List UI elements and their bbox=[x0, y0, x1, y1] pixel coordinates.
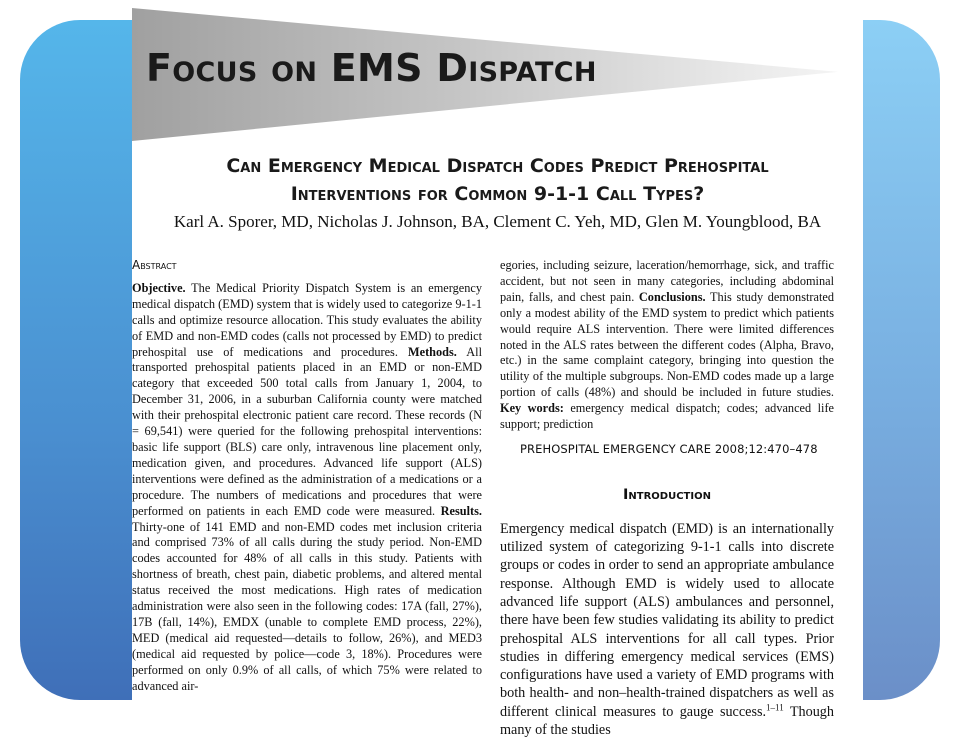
introduction-body bbox=[500, 520, 834, 739]
abstract-left-column bbox=[132, 258, 482, 694]
introduction-text: Emergency medical dispatch (EMD) is an internationally utilized system of categorizing 9-1-1 calls into discrete groups or codes in order to send an appropriate ambulance response. Although EMD is widely used to allocate advanced life support (ALS) ambulances and personnel, there have been few studies validating its ability to predict prehospital ALS interventions for all call types. Prior studies in differing emergency medical services (EMS) configurations have used a variety of EMD programs with both health- and non–health-trained dispatchers as well as different clinical measures to gauge success. bbox=[500, 520, 834, 720]
introduction-text-tail: Though many of the studies bbox=[500, 703, 834, 739]
results-label: Results. bbox=[440, 503, 482, 518]
author-list: Karl A. Sporer, MD, Nicholas J. Johnson, BA, Clement C. Yeh, MD, Glen M. Youngblood, BA bbox=[173, 212, 822, 231]
abstract-heading: Abstract bbox=[132, 258, 177, 272]
methods-text: All transported prehospital patients placed in an EMD or non-EMD category that exceeded 500 total calls from January 1, 2004, to December 31, 2006, in a suburban California county were matched with their prehospital electronic patient care record. These records (N = 69,541) were queried for the following prehospital interventions: basic life support (BLS) care only, intravenous line placement only, medication given, and procedures. Advanced life support (ALS) interventions were defined as the administration of a medications or a procedure. The numbers of medications and procedures that were performed on patients in each EMD code were measured. bbox=[132, 344, 482, 518]
paper-title-line-1: Can Emergency Medical Dispatch Codes Predict Prehospital bbox=[226, 155, 769, 177]
conclusions-label: Conclusions. bbox=[638, 289, 706, 304]
methods-label: Methods. bbox=[408, 344, 457, 359]
abstract-right-column bbox=[500, 258, 834, 739]
paper-page bbox=[132, 0, 863, 739]
introduction-heading: Introduction bbox=[623, 486, 711, 503]
journal-citation: PREHOSPITAL EMERGENCY CARE 2008;12:470–478 bbox=[520, 441, 818, 456]
paper-title bbox=[132, 152, 863, 208]
results-continuation-text: egories, including seizure, laceration/hemorrhage, sick, and traffic accident, but not seen in many categories, including abdominal pain, falls, and chest pain. bbox=[500, 258, 834, 304]
banner-title: Focus on EMS Dispatch bbox=[146, 46, 597, 90]
objective-text: The Medical Priority Dispatch System is an emergency medical dispatch (EMD) system that is widely used to categorize 9-1-1 calls and optimize resource allocation. This study evaluates the ability of EMD and non-EMD codes (calls not processed by EMD) to predict prehospital use of medications and procedures. bbox=[132, 280, 482, 359]
paper-title-line-2: Interventions for Common 9-1-1 Call Types? bbox=[290, 183, 705, 205]
conclusions-text: This study demonstrated only a modest ability of the EMD system to predict which patients would require ALS intervention. There were limited differences noted in the ALS rates between the different codes (Alpha, Bravo, etc.) in the same complaint category, bringing into question the utility of the multiple subgroups. Non-EMD codes made up a large portion of calls (48%) and should be included in future studies. bbox=[500, 289, 834, 400]
abstract-body bbox=[132, 281, 482, 695]
keywords-label: Key words: bbox=[500, 401, 564, 416]
keywords-text: emergency medical dispatch; codes; advanced life support; prediction bbox=[500, 401, 834, 432]
abstract-continuation bbox=[500, 258, 834, 433]
objective-label: Objective. bbox=[132, 280, 186, 295]
results-text: Thirty-one of 141 EMD and non-EMD codes met inclusion criteria and comprised 73% of all calls during the study period. Non-EMD codes accounted for 48% of all calls in this study. Patients with shortness of breath, chest pain, diabetic problems, and altered mental status received the most medications. High rates of medication administration were also seen in the following codes: 17A (fall, 27%), 17B (fall, 14%), EMDX (unable to complete EMD process, 22%), MED (medical aid requested—details to follow, 26%), and MED3 (medical aid requested by police—code 3, 18%). Procedures were performed on only 0.9% of all calls, of which 75% were related to advanced air- bbox=[132, 519, 482, 693]
reference-superscript: 1–11 bbox=[766, 702, 784, 713]
